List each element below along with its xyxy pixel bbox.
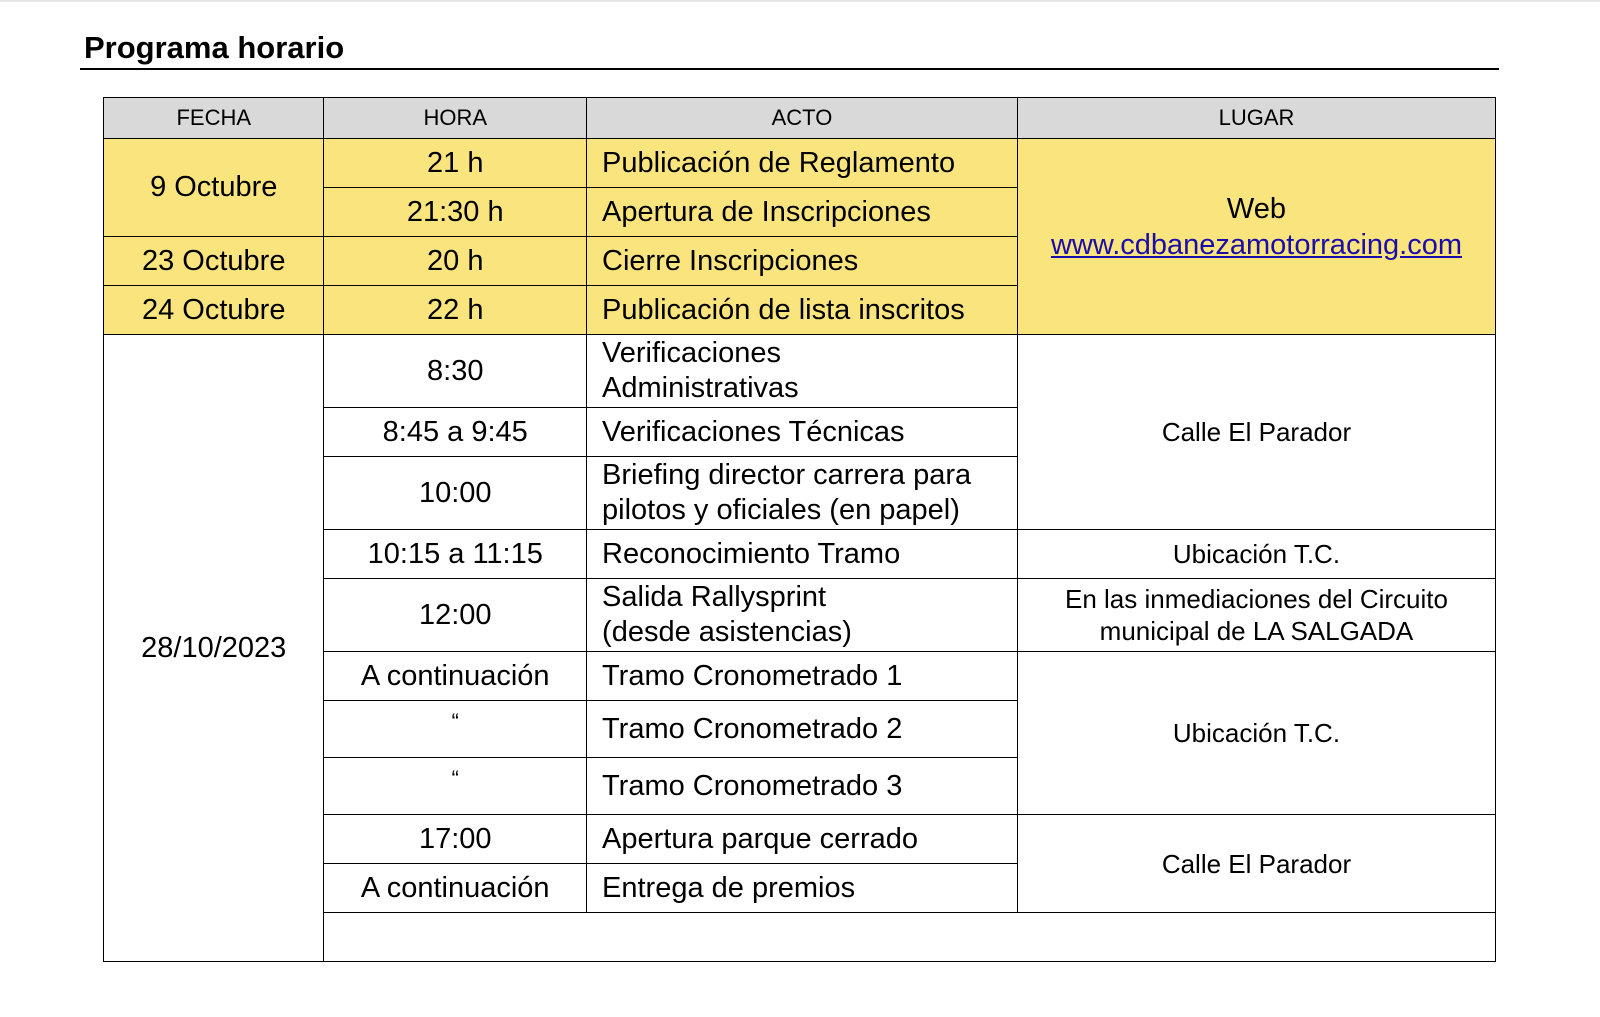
top-edge-line [0,0,1600,2]
hora-cell: “ [324,701,587,758]
lugar-cell: Calle El Parador [1017,815,1495,913]
acto-cell: Entrega de premios [587,864,1018,913]
lugar-line: En las inmediaciones del Circuito [1064,584,1448,614]
website-link[interactable]: www.cdbanezamotorracing.com [1050,228,1462,261]
hora-cell: 12:00 [324,579,587,652]
page-title: Programa horario [84,30,345,65]
hora-cell: 8:30 [324,335,587,408]
lugar-cell: Calle El Parador [1017,335,1495,530]
header-fecha: FECHA [104,98,324,139]
lugar-line: municipal de LA SALGADA [1099,616,1414,646]
empty-cell [324,913,1496,962]
hora-cell: 21 h [324,139,587,188]
hora-cell: 10:15 a 11:15 [324,530,587,579]
hora-cell: 20 h [324,237,587,286]
lugar-web-cell [1017,139,1495,335]
acto-line: Briefing director carrera para [602,459,972,491]
date-cell: 9 Octubre [104,139,324,237]
acto-cell: Tramo Cronometrado 1 [587,652,1018,701]
lugar-cell [1017,579,1495,652]
hora-cell: 8:45 a 9:45 [324,408,587,457]
header-row [104,98,1496,139]
hora-cell: 17:00 [324,815,587,864]
lugar-cell: Ubicación T.C. [1017,530,1495,579]
table-row [104,139,1496,188]
acto-cell: Verificaciones Técnicas [587,408,1018,457]
hora-cell: 21:30 h [324,188,587,237]
acto-cell: Cierre Inscripciones [587,237,1018,286]
lugar-cell: Ubicación T.C. [1017,652,1495,815]
acto-cell: Tramo Cronometrado 3 [587,758,1018,815]
acto-cell [587,579,1018,652]
header-hora: HORA [324,98,587,139]
hora-cell: 10:00 [324,457,587,530]
acto-cell: Apertura de Inscripciones [587,188,1018,237]
acto-cell [587,457,1018,530]
acto-cell: Reconocimiento Tramo [587,530,1018,579]
acto-cell: Publicación de lista inscritos [587,286,1018,335]
schedule-table [103,97,1496,962]
acto-line: Verificaciones [602,337,781,369]
acto-line: pilotos y oficiales (en papel) [602,494,960,526]
table-row [104,335,1496,408]
acto-line: Administrativas [602,372,799,404]
lugar-web-label: Web [1226,192,1287,225]
date-cell: 24 Octubre [104,286,324,335]
acto-line: (desde asistencias) [602,616,852,648]
event-date-cell: 28/10/2023 [104,335,324,962]
title-underline [80,68,1499,70]
acto-cell: Tramo Cronometrado 2 [587,701,1018,758]
acto-cell [587,335,1018,408]
hora-cell: A continuación [324,864,587,913]
hora-cell: “ [324,758,587,815]
hora-cell: A continuación [324,652,587,701]
header-acto: ACTO [587,98,1018,139]
hora-cell: 22 h [324,286,587,335]
acto-cell: Publicación de Reglamento [587,139,1018,188]
acto-line: Salida Rallysprint [602,581,827,613]
acto-cell: Apertura parque cerrado [587,815,1018,864]
date-cell: 23 Octubre [104,237,324,286]
header-lugar: LUGAR [1017,98,1495,139]
